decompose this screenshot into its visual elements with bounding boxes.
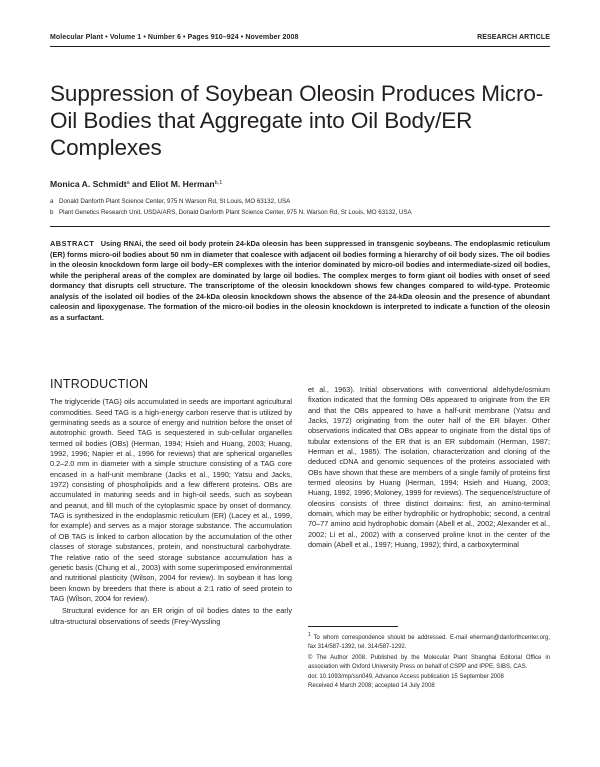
footnote bbox=[308, 654, 550, 673]
affiliation-letter: b bbox=[50, 208, 54, 216]
section-heading: INTRODUCTION bbox=[50, 377, 149, 391]
body-paragraph: The triglyceride (TAG) oils accumulated in seeds are important agricultural commodities. Seed TAG is a high-energy carbon reserve that is utilized by germinating seeds as a source of energy and nutrition before the onset of autotrophic growth. Seed TAG is sequestered in sub-cellular organelles termed oil bodies (OBs) (Herman, 1994; Hsieh and Huang, 2003; Huang, 1992, 1996; Napier et al., 1996 for reviews) that are spherical organelles 0.2–2.0 mm in diameter with a simple structure consisting of a TAG core encased in a half-unit membrane (Jacks et al., 1990; Yatsu and Jacks, 1972) consisting of phospholipids and a few different proteins. OBs are accumulated in maturing seeds and in high-oil seeds, such as soybean and peanut, and fill much of the cytoplasmic space by onset of dormancy. TAG is synthesized in the endoplasmic reticulum (ER) (Lacey et al., 1999, for example) and serves as a major storage substance. The accumulation of OB TAG is linked to carbon allocation by the accumulation of the other classes of storage substances, protein, and nonstructural carbohydrate. The relative ratio of the seed storage substance accumulation has a genetic basis (Chung et al., 2003) with some superimposed environmental and nutritional plasticity (Wilson, 2004 for review). In soybean it has long been known by breeders that there is about a 2:1 ratio of seed protein to TAG (Wilson, 2004 for review). bbox=[50, 397, 292, 603]
header-rule bbox=[50, 46, 550, 47]
footnote-text: doi: 10.1093/mp/ssn049, Advance Access publication 15 September 2008 bbox=[308, 674, 504, 681]
affiliation-a bbox=[50, 197, 412, 208]
footnote-mark: 1 bbox=[308, 632, 311, 638]
author-separator: and bbox=[132, 179, 148, 189]
running-header bbox=[50, 34, 550, 41]
article-type: RESEARCH ARTICLE bbox=[477, 34, 550, 41]
footnote-rule bbox=[308, 626, 398, 627]
affiliation-letter: a bbox=[50, 198, 54, 205]
abstract-text: Using RNAi, the seed oil body protein 24-kDa oleosin has been suppressed in transgenic soybeans. The endoplasmic reticulum (ER) forms micro-oil bodies about 50 nm in diameter that coalesce with adjacent oil bodies forming a hierarchy of oil body sizes. The oil bodies in the oleosin knockdown form large oil body–ER complexes with the interior dominated by micro-oil bodies and intermediate-sized oil bodies, while the peripheral areas of the complex are dominated by large oil bodies. The complex merges to form giant oil bodies with onset of seed dormancy that disrupts cell structure. The transcriptome of the oleosin knockdown shows few changes compared to wild-type. Proteomic analysis of the isolated oil bodies of the 24-kDa oleosin knockdown shows the absence of the 24-kDa oleosin and the presence of abundant caleosin and lipoxygenase. The formation of the micro-oil bodies in the oleosin knockdown is interpreted to indicate a function of the oleosin as a surfactant. bbox=[50, 239, 551, 322]
footnotes bbox=[308, 631, 550, 692]
author-marks: a bbox=[126, 180, 130, 186]
affiliation-b bbox=[50, 208, 412, 219]
affiliation-rule bbox=[50, 226, 550, 227]
author-name: Monica A. Schmidt bbox=[50, 179, 127, 189]
left-column bbox=[50, 379, 292, 627]
affiliation-text: Plant Genetics Research Unit, USDA/ARS, Donald Danforth Plant Science Center, 975 N. Warson Rd, St Louis, MO 63132, USA bbox=[59, 208, 412, 216]
footnote bbox=[308, 631, 550, 653]
right-column bbox=[308, 385, 550, 551]
affiliation-text: Donald Danforth Plant Science Center, 975 N Warson Rd, St Louis, MO 63132, USA bbox=[59, 198, 291, 205]
article-title: Suppression of Soybean Oleosin Produces Micro-Oil Bodies that Aggregate into Oil Body/ER Complexes bbox=[50, 81, 544, 160]
author-list bbox=[50, 179, 222, 189]
footnote-text: Received 4 March 2008; accepted 14 July 2008 bbox=[308, 683, 435, 690]
body-paragraph: Structural evidence for an ER origin of oil bodies dates to the early ultra-structural observations of seeds (Frey-Wyssling bbox=[50, 606, 292, 626]
footnote-text: © The Author 2008. Published by the Molecular Plant Shanghai Editorial Office in association with Oxford University Press on behalf of CSPP and IPPE, SIBS, CAS. bbox=[308, 654, 550, 670]
footnote bbox=[308, 682, 550, 691]
author-name: Eliot M. Herman bbox=[149, 179, 215, 189]
affiliations bbox=[50, 197, 412, 218]
body-paragraph: et al., 1963). Initial observations with conventional aldehyde/osmium fixation indicated that the forming OBs appeared to originate from the ER and that the OBs appeared to have a half-unit membrane (Yatsu and Jacks, 1972) originating from the outer half of the ER bilayer. Other observations indicated that OBs appear to originate from the distal tips of tubular extensions of the ER that is an ER subdomain (Herman, 1987; Herman et al., 1985). The isolation, characterization and cloning of the deduced cDNA and genomic sequences of the proteins associated with OBs have shown that these are members of a single family of proteins first termed oleosins by Huang (Herman, 1994; Hsieh and Huang, 2003; Huang, 1992, 1996; Moloney, 1999 for reviews). The sequence/structure of oleosins consists of three distinct domains: first, an amino-terminal domain, which may be either hydrophilic or hydrophobic; second, a central 70–77 amino acid hydrophobic domain (Abell et al., 2002; Alexander et al., 2002; Li et al., 2002) with a conserved proline knot in the center of the domain (Abell et al., 1997; Huang, 1992); third, a carboxyterminal bbox=[308, 385, 550, 550]
journal-info: Molecular Plant • Volume 1 • Number 6 • Pages 910–924 • November 2008 bbox=[50, 34, 299, 41]
footnote bbox=[308, 673, 550, 682]
abstract bbox=[50, 239, 550, 323]
author-marks: b,1 bbox=[214, 180, 223, 186]
abstract-label: ABSTRACT bbox=[50, 239, 95, 248]
footnote-text: To whom correspondence should be addressed. E-mail eherman@danforthcenter.org, fax 314/587-1392, tel. 314/587-1292. bbox=[308, 635, 550, 651]
